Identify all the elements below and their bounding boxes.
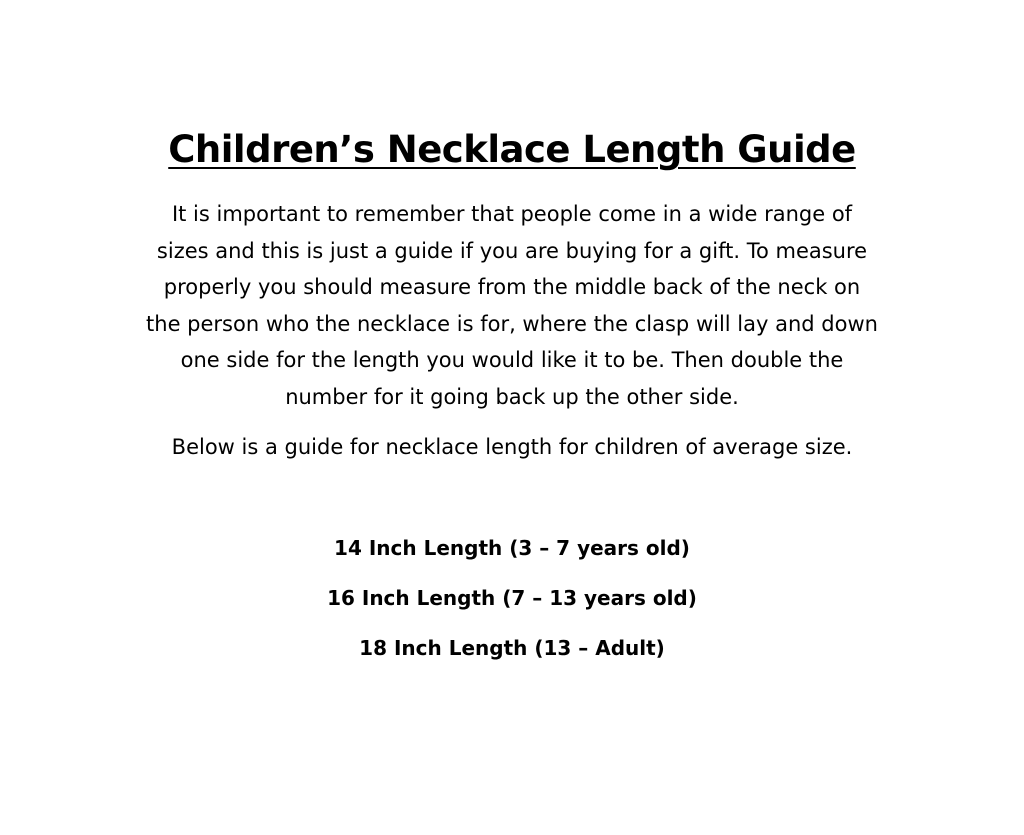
intro-line: number for it going back up the other side. — [285, 384, 739, 409]
intro-line: sizes and this is just a guide if you are buying for a gift. To measure — [156, 238, 868, 263]
intro-paragraph — [112, 196, 912, 415]
summary-text: Below is a guide for necklace length for children of average size. — [171, 435, 853, 459]
intro-line: properly you should measure from the middle back of the neck on — [163, 275, 861, 299]
length-item: 18 Inch Length (13 – Adult) — [359, 636, 665, 660]
page-title — [0, 124, 1024, 176]
intro-line: one side for the length you would like it to be. Then double the — [180, 348, 844, 372]
intro-line: the person who the necklace is for, where the clasp will lay and down — [146, 311, 878, 336]
length-list — [0, 530, 1024, 680]
length-item: 16 Inch Length (7 – 13 years old) — [327, 586, 697, 610]
page-title-text: Children’s Necklace Length Guide — [168, 128, 856, 171]
intro-line: It is important to remember that people come in a wide range of — [171, 202, 853, 226]
length-item: 14 Inch Length (3 – 7 years old) — [334, 536, 690, 560]
